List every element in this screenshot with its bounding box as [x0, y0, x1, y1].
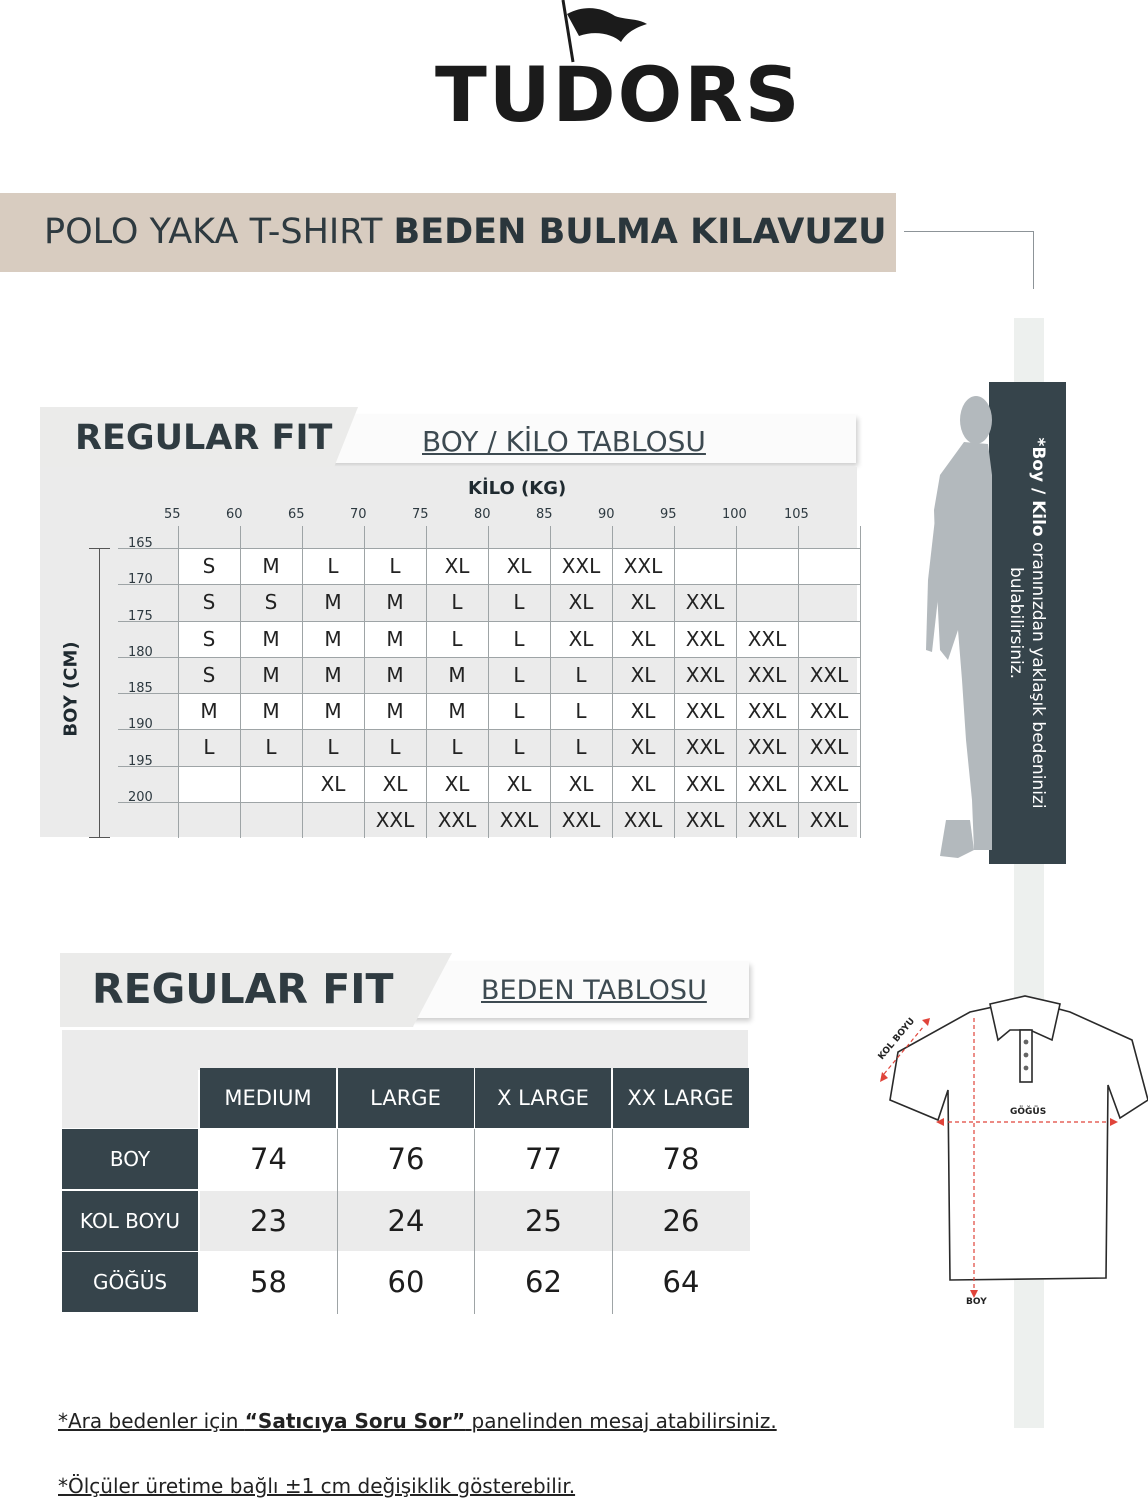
size-cell: XXL — [809, 662, 849, 687]
note-body: oranınızdan yaklaşık bedeninizi bulabilirsiniz. — [1006, 542, 1048, 809]
size-cell: L — [575, 662, 587, 687]
page-title-light: POLO YAKA T-SHIRT — [44, 212, 383, 252]
size-cell: XL — [444, 554, 470, 578]
kilo-tick: 75 — [412, 507, 429, 522]
boy-tick: 170 — [128, 572, 153, 588]
size-cell: XL — [630, 699, 656, 723]
kilo-tick: 60 — [226, 507, 243, 522]
size-value: 77 — [525, 1142, 562, 1176]
size-cell: M — [386, 626, 404, 651]
size-cell: XL — [506, 554, 532, 578]
size-cell: XL — [568, 590, 594, 615]
row-label: KOL BOYU — [62, 1191, 198, 1251]
polo-shirt-diagram-icon — [870, 990, 1148, 1310]
size-cell: XXL — [685, 735, 725, 760]
size-cell: S — [202, 662, 216, 687]
size-cell: M — [262, 626, 280, 651]
kilo-tick: 80 — [474, 507, 491, 522]
size-cell: XXL — [747, 735, 787, 760]
kilo-tick: 105 — [784, 507, 809, 522]
boy-tick: 185 — [128, 681, 153, 696]
boy-tick: 195 — [128, 753, 153, 769]
section-title: REGULAR FIT — [92, 965, 394, 1013]
size-cell: XXL — [747, 771, 787, 796]
row-label: BOY — [62, 1129, 198, 1189]
boy-tick: 190 — [128, 717, 153, 733]
size-cell: M — [448, 699, 466, 723]
footnote-1-bold: “Satıcıya Soru Sor” — [244, 1409, 466, 1433]
brand-logo: TUDORS — [435, 50, 802, 139]
boy-tick: 175 — [128, 608, 153, 624]
size-value: 76 — [387, 1142, 425, 1176]
size-cell: L — [513, 699, 525, 723]
column-header: XX LARGE — [613, 1068, 749, 1128]
size-cell: XL — [630, 590, 656, 615]
boy-tick: 200 — [128, 789, 153, 805]
size-cell: XL — [320, 771, 346, 796]
size-cell: XXL — [561, 807, 601, 832]
size-cell: M — [386, 590, 404, 615]
size-cell: XXL — [747, 807, 787, 832]
title-connector-line — [1033, 231, 1034, 289]
column-header: MEDIUM — [200, 1068, 336, 1128]
size-cell: L — [451, 590, 463, 615]
footnote-2: *Ölçüler üretime bağlı ±1 cm değişiklik gösterebilir. — [58, 1474, 576, 1498]
grid-line — [860, 526, 861, 838]
boy-axis-cap — [89, 837, 110, 838]
size-cell: L — [451, 626, 463, 651]
column-header: LARGE — [338, 1068, 474, 1128]
size-value: 78 — [662, 1142, 700, 1176]
size-cell: M — [324, 626, 342, 651]
beden-table-header-bg — [62, 1030, 748, 1070]
size-cell: L — [389, 735, 401, 760]
size-value: 26 — [662, 1203, 700, 1238]
note-bold: *Boy / Kilo — [1028, 437, 1048, 537]
section-subtitle: BEDEN TABLOSU — [481, 975, 707, 1006]
size-value: 58 — [250, 1265, 287, 1299]
footnote-1 — [58, 1409, 777, 1433]
boy-label: BOY — [966, 1297, 987, 1307]
size-cell: XXL — [809, 771, 849, 796]
kilo-tick: 100 — [722, 507, 747, 522]
size-cell: L — [513, 735, 525, 760]
size-value: 62 — [525, 1265, 562, 1299]
size-cell: XXL — [685, 807, 725, 832]
size-cell: XXL — [747, 699, 787, 723]
human-silhouette-icon — [918, 380, 992, 862]
size-cell: S — [202, 590, 216, 615]
boy-tick: 165 — [128, 536, 153, 551]
size-cell: XXL — [685, 626, 725, 651]
size-cell: XXL — [623, 554, 663, 578]
column-header: X LARGE — [475, 1068, 611, 1128]
size-cell: M — [262, 662, 280, 687]
grid-line — [612, 1129, 613, 1314]
size-cell: M — [324, 590, 342, 615]
size-cell: L — [451, 735, 463, 760]
size-cell: XXL — [685, 590, 725, 615]
size-cell: M — [324, 662, 342, 687]
section-title: REGULAR FIT — [75, 418, 333, 458]
boy-axis-line — [99, 548, 100, 838]
size-value: 23 — [250, 1203, 287, 1238]
kilo-tick: 55 — [164, 507, 181, 522]
size-cell: M — [448, 662, 466, 687]
size-cell: M — [262, 554, 280, 578]
size-cell: XXL — [809, 735, 849, 760]
grid-line — [474, 1129, 475, 1314]
boy-axis-label: BOY (CM) — [60, 641, 82, 737]
size-cell: XL — [382, 771, 408, 796]
size-value: 60 — [387, 1265, 425, 1299]
size-cell: XXL — [685, 699, 725, 723]
size-cell: XXL — [809, 807, 849, 832]
size-cell: L — [389, 554, 401, 578]
size-cell: XXL — [561, 554, 601, 578]
size-cell: M — [386, 662, 404, 687]
kol-boyu-label: KOL BOYU — [876, 1016, 918, 1062]
size-cell: S — [202, 626, 216, 651]
row-label: GÖĞÜS — [62, 1252, 198, 1312]
kilo-tick: 95 — [660, 507, 677, 522]
size-cell: XL — [568, 626, 594, 651]
boy-tick: 180 — [128, 644, 153, 660]
size-cell: XXL — [747, 626, 787, 651]
boy-axis-cap — [89, 548, 110, 549]
size-cell: XXL — [685, 771, 725, 796]
size-cell: L — [513, 590, 525, 615]
size-cell: XXL — [685, 662, 725, 687]
kilo-tick: 70 — [350, 507, 367, 522]
size-cell: L — [513, 626, 525, 651]
size-value: 25 — [525, 1203, 562, 1238]
size-cell: L — [513, 662, 525, 687]
size-cell: XXL — [809, 699, 849, 723]
page-title-bold: BEDEN BULMA KILAVUZU — [393, 212, 887, 252]
size-cell: XXL — [375, 807, 415, 832]
size-cell: L — [327, 554, 339, 578]
footnote-1-pre: *Ara bedenler için — [58, 1409, 245, 1433]
size-cell: M — [262, 699, 280, 723]
size-cell: L — [327, 735, 339, 760]
kilo-axis-label: KİLO (KG) — [468, 478, 567, 499]
size-cell: M — [386, 699, 404, 723]
section-subtitle: BOY / KİLO TABLOSU — [422, 425, 706, 458]
size-cell: XL — [568, 771, 594, 796]
size-cell: XXL — [623, 807, 663, 832]
size-cell: XL — [630, 626, 656, 651]
note-text — [1005, 383, 1049, 863]
title-connector-line — [904, 231, 1034, 232]
size-value: 64 — [662, 1265, 700, 1299]
size-cell: L — [265, 735, 277, 760]
size-cell: XXL — [437, 807, 477, 832]
page-title — [44, 212, 887, 252]
size-cell: M — [200, 699, 218, 723]
beden-table-corner — [62, 1070, 198, 1128]
size-cell: L — [575, 735, 587, 760]
size-value: 24 — [387, 1203, 425, 1238]
size-cell: S — [264, 590, 278, 615]
kilo-tick: 90 — [598, 507, 615, 522]
grid-line — [337, 1129, 338, 1314]
size-cell: XL — [506, 771, 532, 796]
footnote-1-post: panelinden mesaj atabilirsiniz. — [465, 1409, 777, 1433]
size-cell: XL — [630, 771, 656, 796]
gogus-label: GÖĞÜS — [1010, 1107, 1047, 1117]
size-cell: L — [203, 735, 215, 760]
size-cell: L — [575, 699, 587, 723]
size-cell: XXL — [747, 662, 787, 687]
kilo-tick: 65 — [288, 507, 305, 522]
size-cell: XXL — [499, 807, 539, 832]
size-cell: S — [202, 554, 216, 578]
size-cell: XL — [630, 735, 656, 760]
size-cell: XL — [444, 771, 470, 796]
size-cell: XL — [630, 662, 656, 687]
size-value: 74 — [250, 1142, 287, 1176]
kilo-tick: 85 — [536, 507, 553, 522]
size-cell: M — [324, 699, 342, 723]
